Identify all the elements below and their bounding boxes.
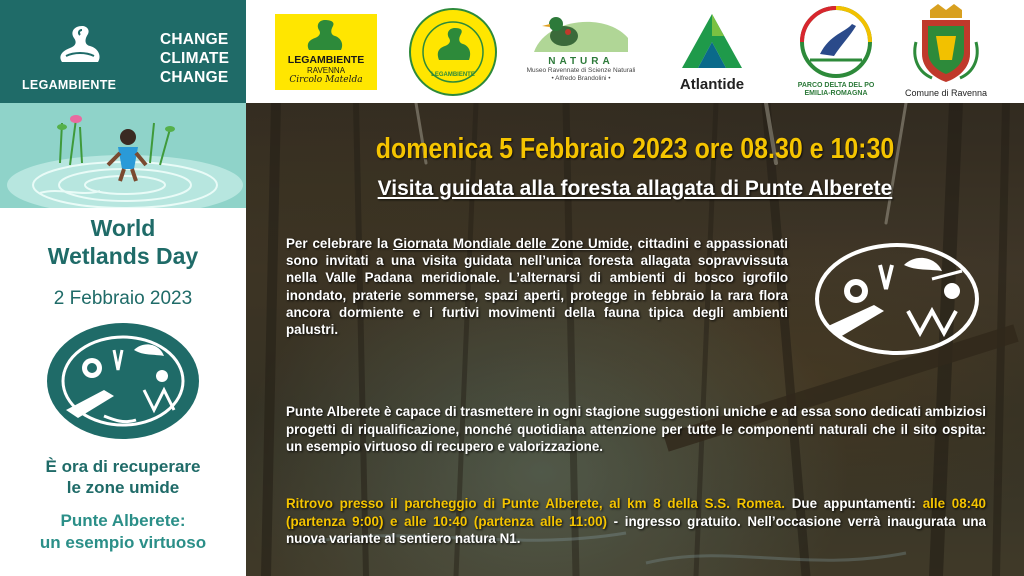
swan-icon <box>275 16 377 56</box>
meeting-point-text: Ritrovo presso il parcheggio di Punte Alberete, al km 8 della S.S. Romea. <box>286 496 786 511</box>
white-wetlands-emblem-icon <box>812 241 982 357</box>
atlantide-logo: Atlantide <box>664 10 760 96</box>
heron-icon <box>790 4 882 80</box>
coat-of-arms-icon <box>908 2 984 86</box>
change-climate-change-text: CHANGE CLIMATE CHANGE <box>160 31 230 86</box>
parco-delta-del-po-logo: PARCO DELTA DEL PO EMILIA-ROMAGNA <box>790 4 882 98</box>
vigilanza-ambientale-logo <box>409 8 497 96</box>
legambiente-header <box>0 0 246 103</box>
world-wetlands-day-panel <box>0 208 246 576</box>
partner-logo-bar <box>246 0 1024 103</box>
world-wetlands-day-link: Giornata Mondiale delle Zone Umide <box>392 236 629 251</box>
punte-alberete-paragraph: Punte Alberete è capace di trasmettere in ogni stagione suggestioni uniche e ad essa sono dedicati ambiziosi progetti di riqualificazione, nonché quotidiana attenzione per tutte le componenti naturali che il sito ospita: un esempio virtuoso di recupero e valorizzazione. <box>286 404 986 455</box>
swan-badge-icon <box>411 10 495 94</box>
atlantide-triangle-icon <box>664 10 760 74</box>
legambiente-ravenna-logo: LEGAMBIENTE RAVENNA Circolo Matelda <box>275 14 377 90</box>
natura-museum-logo: NATURA Museo Ravennate di Scienze Naturali • Alfredo Brandolini • <box>526 8 636 98</box>
world-wetlands-day-title: World Wetlands Day <box>47 215 199 269</box>
wetlands-day-emblem-icon <box>44 320 202 442</box>
comune-di-ravenna-logo: Comune di Ravenna <box>908 2 984 98</box>
legambiente-swan-logo-icon <box>52 22 108 68</box>
intro-paragraph: Per celebrare la Giornata Mondiale delle Zone Umide, cittadini e appassionati sono invitati a una visita guidata nell’unica foresta allagata sopravvissuta nella Valle Padana meridionale. L’alternarsi di ambienti di bosco igrofilo inondato, praterie sommerse, spazi aperti, protegge in febbraio la rara flora ancora dormiente e i furtivi movimenti della fauna tipica degli ambienti palustri. <box>286 236 788 338</box>
guided-visit-title: Visita guidata alla foresta allagata di Punte Alberete <box>377 177 893 200</box>
forest-photo-background <box>246 103 1024 576</box>
legambiente-wordmark: LEGAMBIENTE <box>22 78 117 92</box>
meeting-info-paragraph: Ritrovo presso il parcheggio di Punte Alberete, al km 8 della S.S. Romea. Due appuntamenti: alle 08:40 (partenza 9:00) e alle 10:40 (partenza alle 11:00) - ingresso gratuito. Nell’occasione verrà inaugurata una nuova variante al sentiero natura N1. <box>286 496 986 547</box>
wetland-illustration <box>0 103 246 208</box>
punte-alberete-tagline: Punte Alberete: un esempio virtuoso <box>39 511 207 552</box>
world-wetlands-day-date: 2 Febbraio 2023 <box>53 288 193 309</box>
event-date-time-heading: domenica 5 Febbraio 2023 ore 08.30 e 10:30 <box>375 133 895 165</box>
duck-icon <box>526 8 636 56</box>
appointment-times-text: alle 08:40 (partenza 9:00) e alle 10:40 (partenza alle 11:00) <box>286 496 986 529</box>
slogan-recover-wetlands: È ora di recuperare le zone umide <box>45 457 201 497</box>
svg-text:LEGAMBIENTE: LEGAMBIENTE <box>431 72 475 78</box>
